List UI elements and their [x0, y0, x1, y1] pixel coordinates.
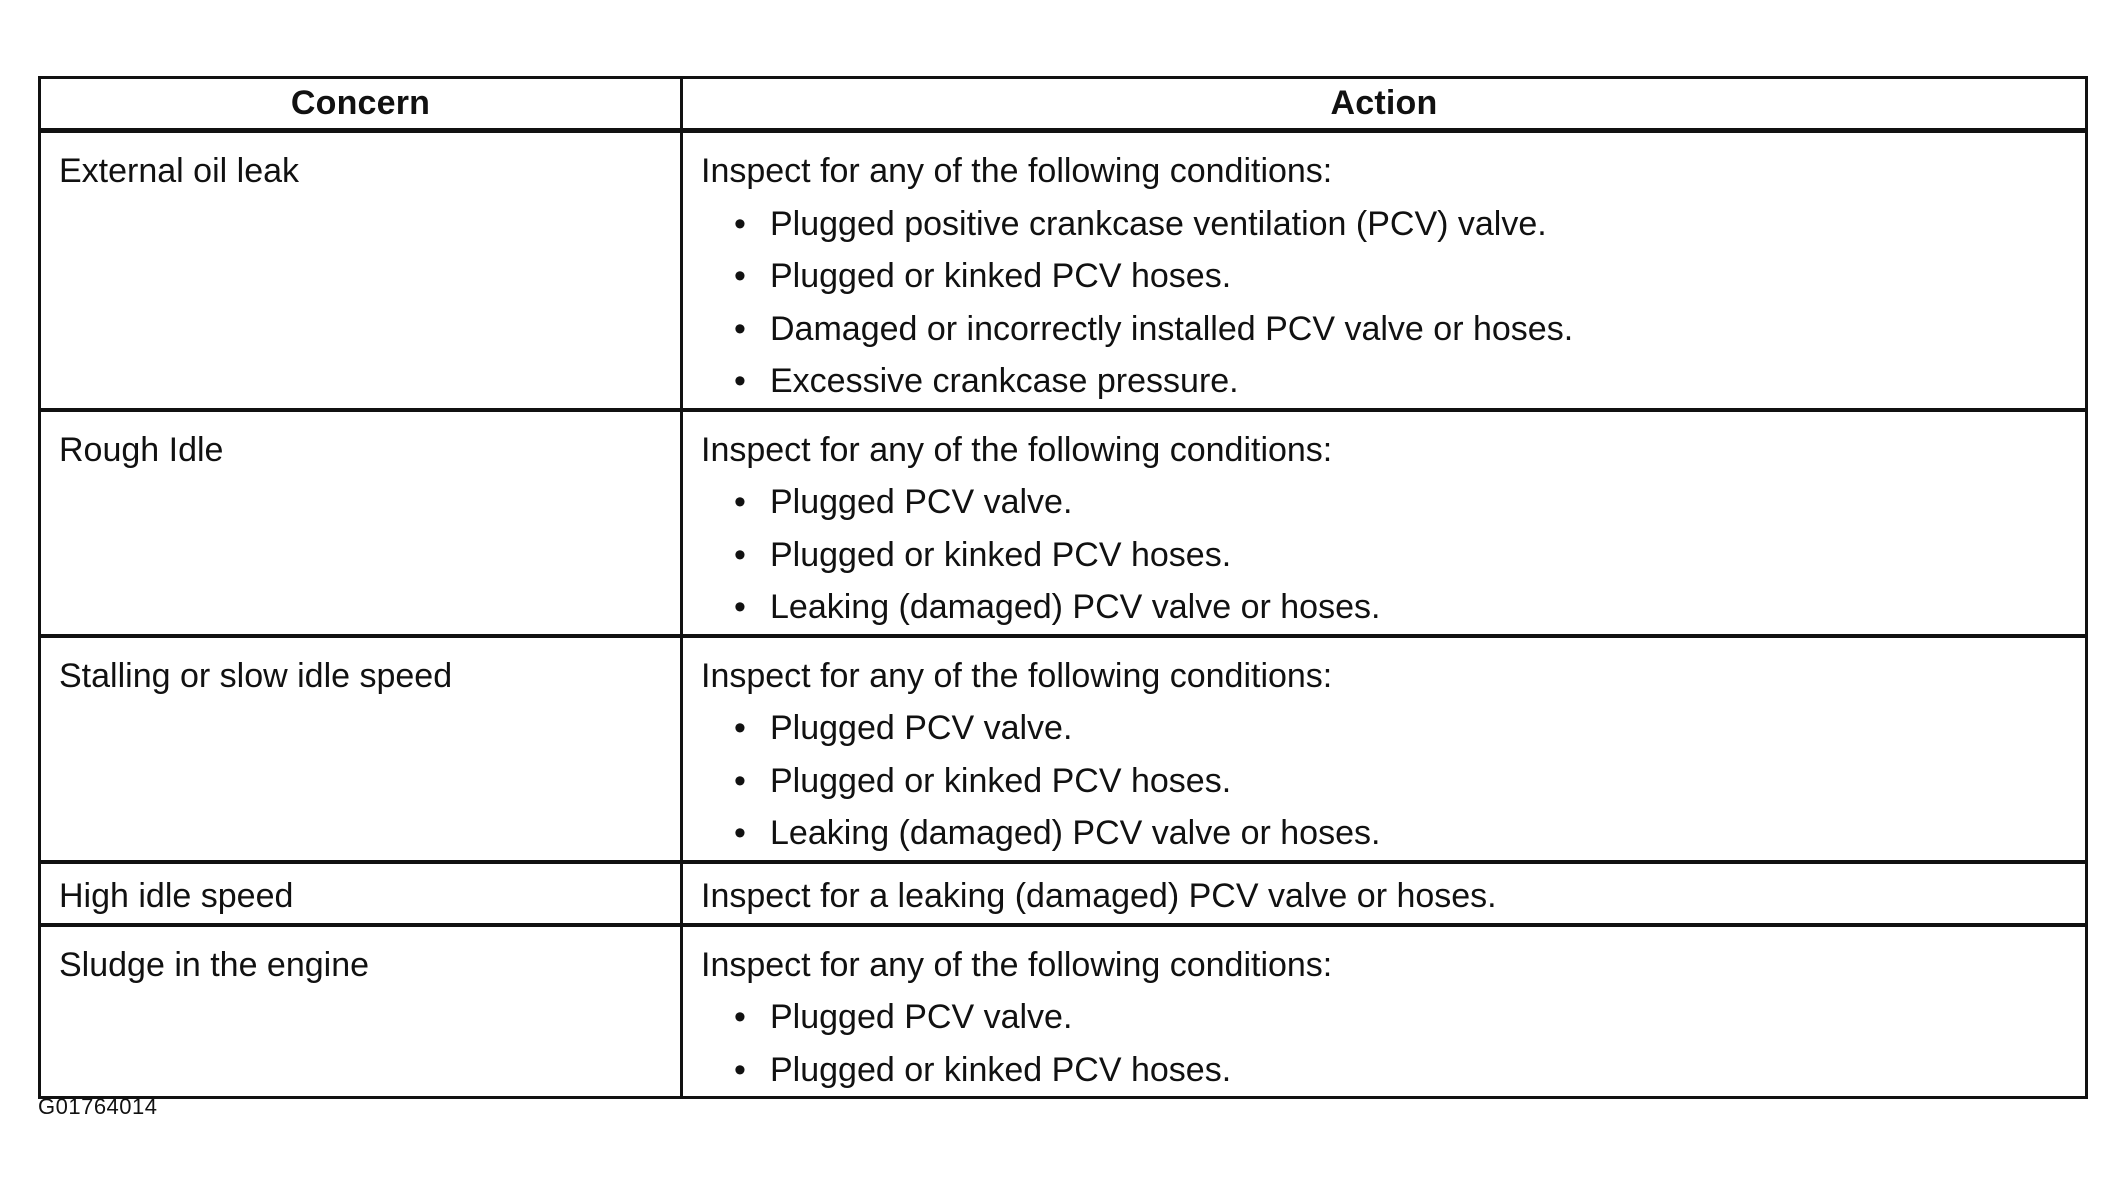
column-header-action: Action [682, 78, 2087, 131]
bullet-icon: • [734, 709, 746, 747]
action-cell [682, 925, 2087, 1098]
list-item [734, 581, 2067, 634]
condition-list [701, 702, 2067, 860]
bullet-icon: • [734, 362, 746, 400]
list-item-text: Plugged PCV valve. [770, 709, 1073, 747]
figure-code: G01764014 [38, 1094, 158, 1119]
list-item [734, 529, 2067, 582]
bullet-icon: • [734, 588, 746, 626]
list-item-text: Leaking (damaged) PCV valve or hoses. [770, 814, 1381, 852]
list-item [734, 702, 2067, 755]
concern-text: Rough Idle [59, 430, 224, 469]
concern-cell [40, 636, 682, 862]
list-item [734, 807, 2067, 860]
column-header-concern: Concern [40, 78, 682, 131]
bullet-icon: • [734, 204, 746, 243]
list-item-text: Damaged or incorrectly installed PCV valve or hoses. [770, 309, 1574, 348]
table-row [40, 925, 2087, 1098]
list-item-text: Excessive crankcase pressure. [770, 362, 1239, 400]
concern-cell [40, 862, 682, 925]
list-item-text: Leaking (damaged) PCV valve or hoses. [770, 588, 1381, 626]
bullet-icon: • [734, 257, 746, 295]
bullet-icon: • [734, 309, 746, 348]
action-cell [682, 131, 2087, 410]
concern-text: External oil leak [59, 152, 300, 190]
diagnosis-table [38, 76, 2088, 1099]
action-intro-text: Inspect for any of the following conditions: [701, 945, 1333, 984]
concern-text: Sludge in the engine [59, 945, 370, 984]
list-item-text: Plugged or kinked PCV hoses. [770, 1050, 1232, 1089]
list-item-text: Plugged PCV valve. [770, 998, 1073, 1036]
bullet-icon: • [734, 535, 746, 574]
list-item-text: Plugged or kinked PCV hoses. [770, 535, 1232, 574]
action-intro-text: Inspect for any of the following conditions: [701, 152, 1333, 190]
concern-text: Stalling or slow idle speed [59, 656, 453, 695]
list-item [734, 991, 2067, 1044]
action-cell [682, 636, 2087, 862]
bullet-icon: • [734, 761, 746, 800]
list-item [734, 355, 2067, 408]
condition-list [701, 991, 2067, 1096]
concern-text: High idle speed [59, 876, 294, 915]
list-item [734, 303, 2067, 356]
list-item [734, 250, 2067, 303]
concern-cell [40, 410, 682, 636]
list-item-text: Plugged or kinked PCV hoses. [770, 257, 1232, 295]
table-row [40, 410, 2087, 636]
action-intro-text: Inspect for any of the following conditions: [701, 656, 1333, 695]
bullet-icon: • [734, 1050, 746, 1089]
action-intro-text: Inspect for any of the following conditions: [701, 430, 1333, 469]
table-row [40, 131, 2087, 410]
condition-list [701, 198, 2067, 408]
table-row [40, 862, 2087, 925]
concern-cell [40, 925, 682, 1098]
action-intro-text: Inspect for a leaking (damaged) PCV valve or hoses. [701, 876, 1497, 915]
list-item-text: Plugged PCV valve. [770, 483, 1073, 521]
list-item [734, 755, 2067, 808]
concern-cell [40, 131, 682, 410]
bullet-icon: • [734, 483, 746, 521]
table-header-row [40, 78, 2087, 131]
list-item [734, 476, 2067, 529]
table-row [40, 636, 2087, 862]
list-item [734, 198, 2067, 251]
list-item [734, 1044, 2067, 1097]
list-item-text: Plugged or kinked PCV hoses. [770, 761, 1232, 800]
action-cell [682, 862, 2087, 925]
bullet-icon: • [734, 814, 746, 852]
condition-list [701, 476, 2067, 634]
list-item-text: Plugged positive crankcase ventilation (PCV) valve. [770, 204, 1547, 243]
action-cell [682, 410, 2087, 636]
bullet-icon: • [734, 998, 746, 1036]
